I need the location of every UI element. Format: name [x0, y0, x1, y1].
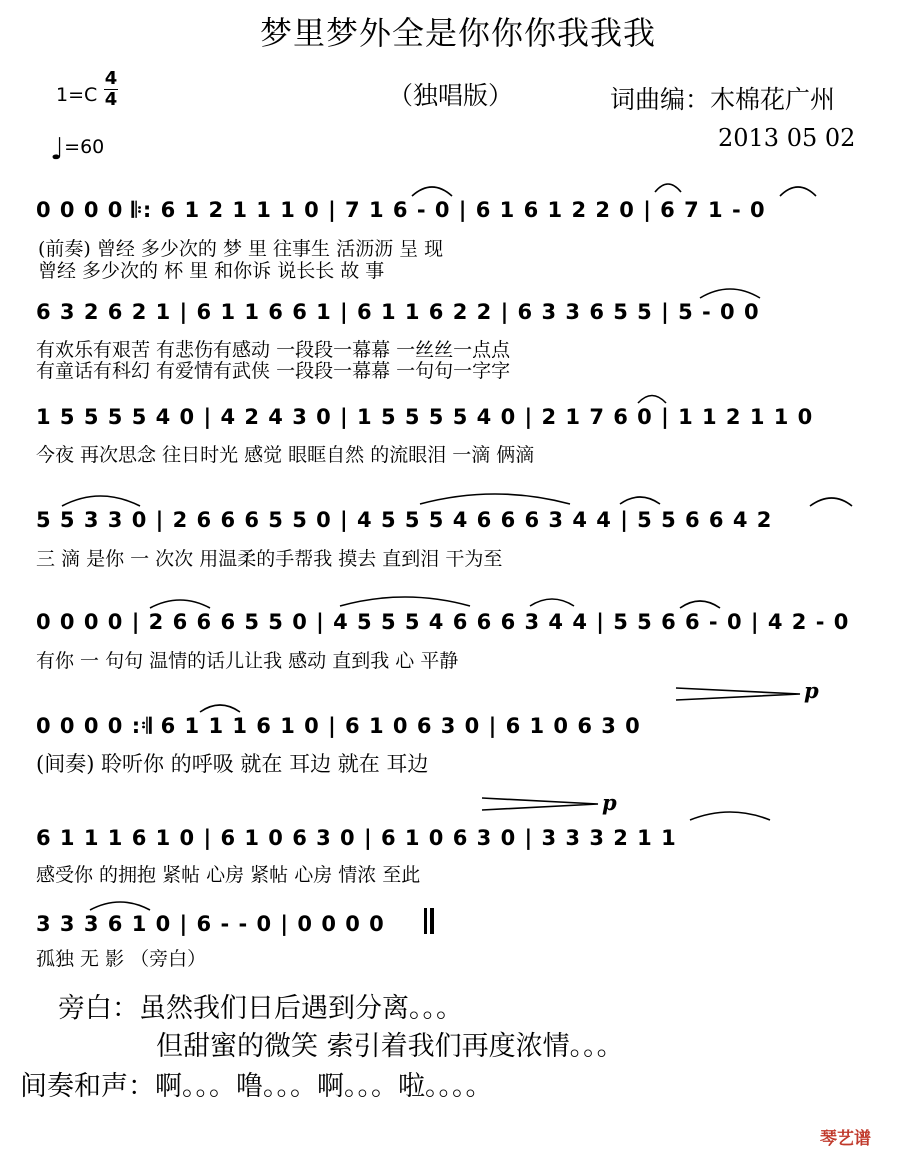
slur — [62, 496, 140, 506]
score-row-7-lyric-1: 感受你 的拥抱 紧帖 心房 紧帖 心房 情浓 至此 — [36, 864, 421, 886]
final-barline-thick — [430, 908, 434, 934]
slur — [530, 599, 574, 606]
edition-label: （独唱版） — [388, 81, 514, 110]
slur — [690, 812, 770, 820]
score-row-6-music: 0 0 0 0 :𝄇 6 1 1 1 6 1 0 | 6 1 0 6 3 0 | 6 1 0 6 3 0 — [36, 714, 641, 738]
slur — [638, 396, 666, 404]
score-row-2-lyric-1: 有欢乐有艰苦 有悲伤有感动 一段段一幕幕 一丝丝一点点 — [36, 339, 511, 361]
score-row-3-music: 1 5 5 5 5 4 0 | 4 2 4 3 0 | 1 5 5 5 5 4 0 | 2 1 7 6 0 | 1 1 2 1 1 0 — [36, 405, 814, 429]
time-signature-top: 4 — [104, 68, 118, 89]
score-row-2-music: 6 3 2 6 2 1 | 6 1 1 6 6 1 | 6 1 1 6 2 2 | 6 3 3 6 5 5 | 5 - 0 0 — [36, 300, 760, 324]
date-label: 2013 05 02 — [718, 124, 856, 152]
score-row-1-lyric-1: (前奏) 曾经 多少次的 梦 里 往事生 活沥沥 呈 现 — [38, 238, 444, 260]
score-row-1-lyric-2: 曾经 多少次的 杯 里 和你诉 说长长 故 事 — [38, 260, 385, 282]
slur — [90, 902, 150, 910]
slur — [420, 494, 570, 504]
dynamic-p-1: p — [804, 678, 820, 703]
score-row-1-music: 0 0 0 0 𝄆: 6 1 2 1 1 1 0 | 7 1 6 - 0 | 6 1 6 1 2 2 0 | 6 7 1 - 0 — [36, 198, 766, 222]
score-row-5-lyric-1: 有你 一 句句 温情的话儿让我 感动 直到我 心 平静 — [36, 650, 459, 672]
slur — [780, 187, 816, 196]
slur — [150, 600, 210, 608]
song-title: 梦里梦外全是你你你我我我 — [259, 14, 656, 52]
score-row-7-music: 6 1 1 1 6 1 0 | 6 1 0 6 3 0 | 6 1 0 6 3 0 | 3 3 3 2 1 1 — [36, 826, 677, 850]
score-row-8-lyric-1: 孤独 无 影 （旁白） — [36, 948, 207, 970]
time-signature-bottom: 4 — [104, 89, 118, 110]
slur — [620, 497, 660, 504]
slur — [412, 187, 452, 196]
narration-line-3: 间奏和声：啊。。。噜。。。啊。。。啦。。。。 — [20, 1071, 493, 1102]
narration-line-1: 旁白：虽然我们日后遇到分离。。。 — [58, 993, 463, 1024]
score-row-2-lyric-2: 有童话有科幻 有爱情有武侠 一段段一幕幕 一句句一字字 — [36, 360, 511, 382]
narration-line-2: 但甜蜜的微笑 索引着我们再度浓情。。。 — [156, 1031, 624, 1062]
dynamic-p-2: p — [602, 790, 618, 815]
score-row-4-music: 5 5 3 3 0 | 2 6 6 6 5 5 0 | 4 5 5 5 4 6 6 6 3 4 4 | 5 5 6 6 4 2 — [36, 508, 773, 532]
decrescendo-hairpin — [482, 798, 598, 810]
score-row-8-music: 3 3 3 6 1 0 | 6 - - 0 | 0 0 0 0 — [36, 912, 385, 936]
decrescendo-hairpin — [676, 688, 800, 700]
slur — [700, 289, 760, 298]
score-row-5-music: 0 0 0 0 | 2 6 6 6 5 5 0 | 4 5 5 5 4 6 6 6 3 4 4 | 5 5 6 6 - 0 | 4 2 - 0 — [36, 610, 850, 634]
tempo-value: =60 — [64, 136, 105, 158]
slur — [655, 184, 681, 192]
slur — [810, 498, 852, 506]
quarter-note-icon: ♩ — [50, 132, 65, 167]
score-row-3-lyric-1: 今夜 再次思念 往日时光 感觉 眼眶自然 的流眼泪 一滴 俩滴 — [36, 444, 535, 466]
slur — [200, 705, 240, 712]
score-row-4-lyric-1: 三 滴 是你 一 次次 用温柔的手帮我 摸去 直到泪 干为至 — [36, 548, 503, 570]
slur — [680, 601, 720, 608]
key-signature: 1=C — [56, 84, 98, 106]
score-row-6-lyric-1: (间奏) 聆听你 的呼吸 就在 耳边 就在 耳边 — [36, 752, 429, 776]
final-barline — [424, 908, 427, 934]
watermark-logo: 琴艺谱 — [820, 1129, 871, 1149]
composer-credit: 词曲编：木棉花广州 — [610, 85, 836, 114]
slur — [340, 597, 470, 606]
